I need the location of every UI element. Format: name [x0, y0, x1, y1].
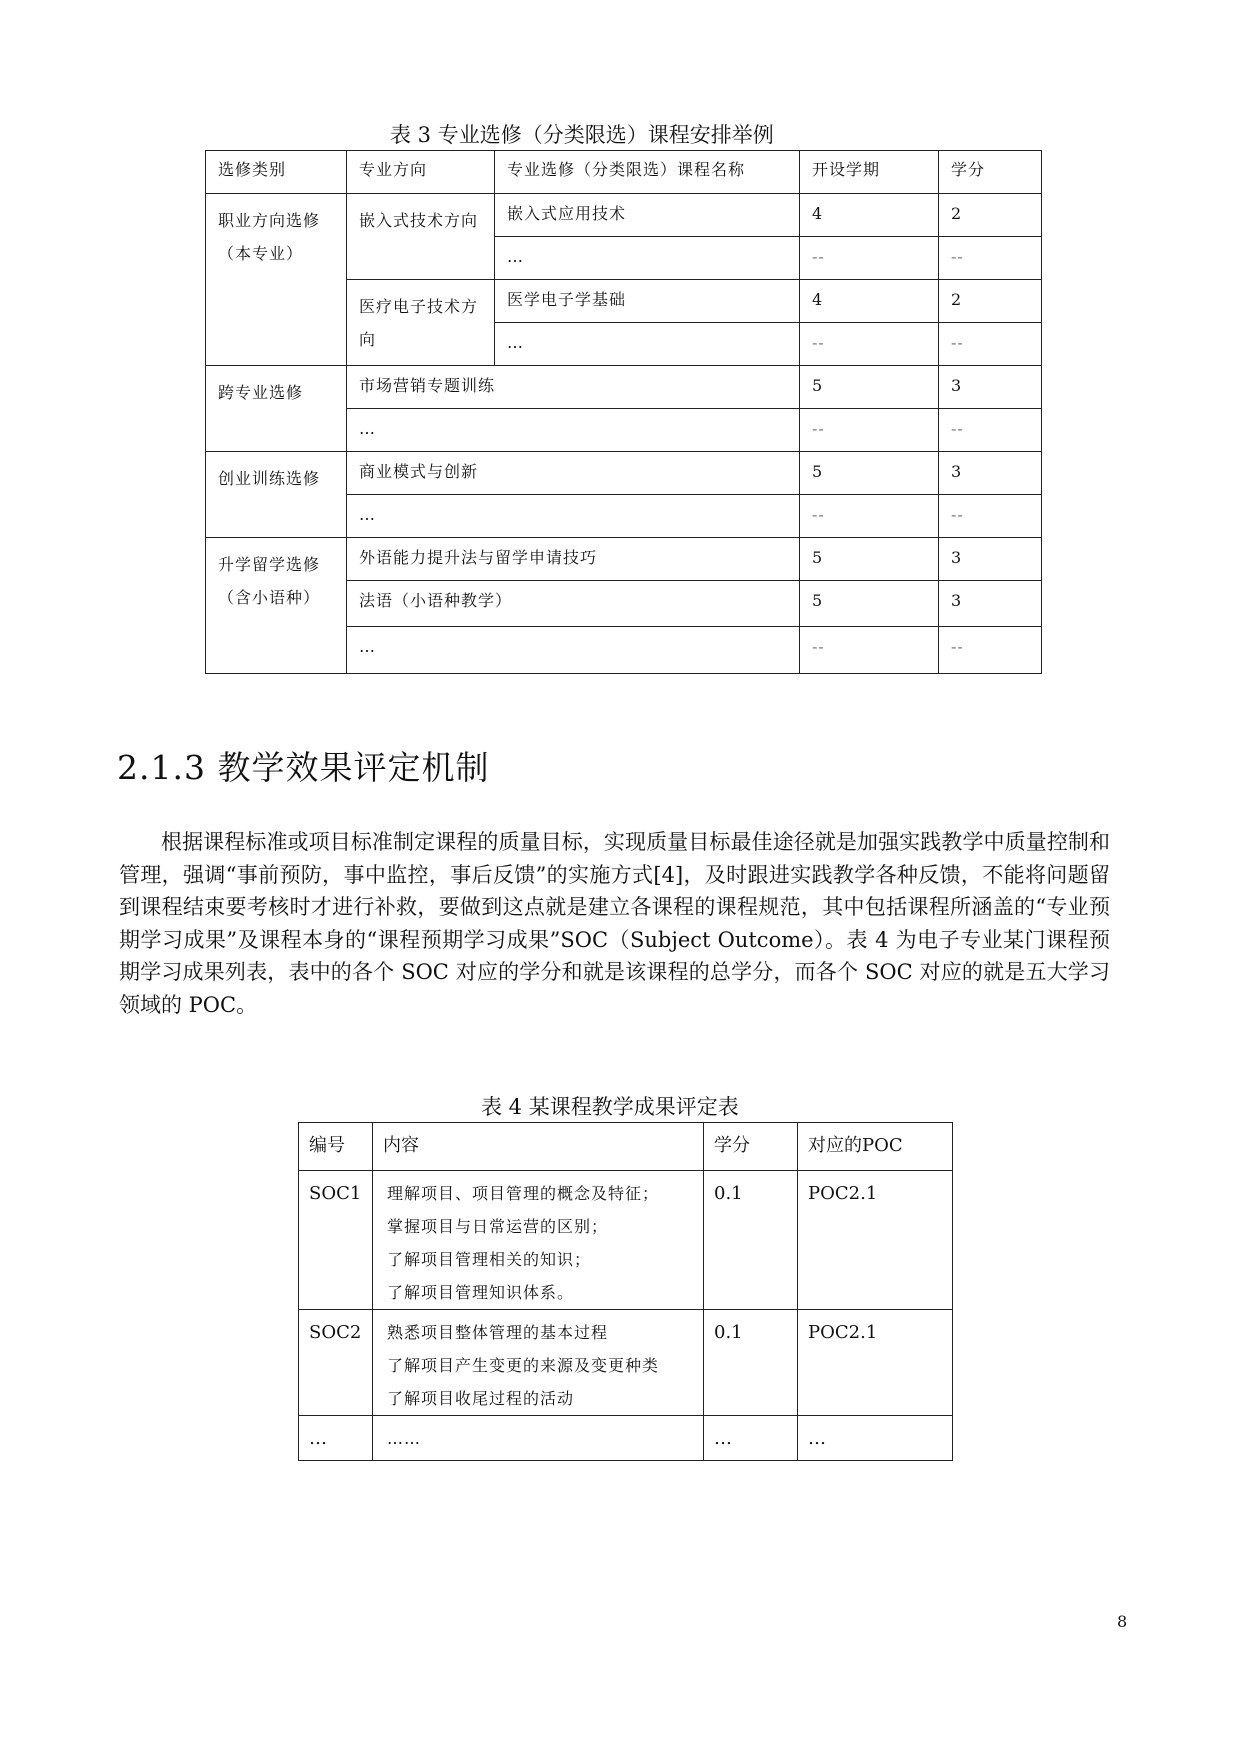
table3-credit-cell: 3: [939, 538, 1042, 581]
table3-course-cell: …: [347, 495, 800, 538]
table-row: [299, 1416, 953, 1461]
table4-poc-cell: POC2.1: [798, 1310, 953, 1416]
table-row: [299, 1310, 953, 1416]
table3-term-cell: --: [800, 627, 939, 674]
content-line: 了解项目管理知识体系。: [387, 1283, 575, 1302]
table3-course-cell: …: [347, 409, 800, 452]
table3-category-cell: 升学留学选修（含小语种）: [206, 538, 347, 674]
table4: [298, 1122, 953, 1461]
content-line: 掌握项目与日常运营的区别；: [387, 1217, 609, 1236]
body-paragraph-text: 根据课程标准或项目标准制定课程的质量目标，实现质量目标最佳途径就是加强实践教学中质量控制和管理，强调“事前预防，事中监控，事后反馈”的实施方式[4]，及时跟进实践教学各种反馈，不能将问题留到课程结束要考核时才进行补救，要做到这点就是建立各课程的课程规范，其中包括课程所涵盖的“专业预期学习成果”及课程本身的“课程预期学习成果”SOC（Subject Outcome）。表 4 为电子专业某门课程预期学习成果列表，表中的各个 SOC 对应的学分和就是该课程的总学分，而各个 SOC 对应的就是五大学习领域的 POC。: [119, 830, 1110, 1017]
table3-row: [206, 452, 1042, 495]
table3-credit-cell: --: [939, 627, 1042, 674]
content-line: 了解项目收尾过程的活动: [387, 1389, 575, 1408]
body-paragraph: [119, 826, 1110, 1021]
table3-category-cell: 跨专业选修: [206, 366, 347, 452]
table3-caption: 表 3 专业选修（分类限选）课程安排举例: [390, 123, 774, 147]
table-row: [299, 1171, 953, 1310]
table3-term-cell: --: [800, 409, 939, 452]
content-line: 熟悉项目整体管理的基本过程: [387, 1323, 609, 1342]
table4-header-row: [299, 1123, 953, 1171]
table3-course-cell: 市场营销专题训练: [347, 366, 800, 409]
table3-course-cell: 医学电子学基础: [495, 280, 800, 323]
table3-header-row: [206, 151, 1042, 194]
table4-header-cell: 内容: [373, 1123, 704, 1171]
table3-course-cell: 商业模式与创新: [347, 452, 800, 495]
table4-id-cell: …: [299, 1416, 373, 1461]
content-line: 了解项目管理相关的知识；: [387, 1250, 592, 1269]
table4-credit-cell: 0.1: [704, 1310, 798, 1416]
table4-caption: 表 4 某课程教学成果评定表: [481, 1095, 739, 1119]
table3-direction-cell: 医疗电子技术方向: [347, 280, 495, 366]
table3-credit-cell: 2: [939, 280, 1042, 323]
table4-content-cell: [373, 1171, 704, 1310]
table4-content-cell: [373, 1310, 704, 1416]
table3-category-cell: 职业方向选修（本专业）: [206, 194, 347, 366]
table4-content-cell: [373, 1416, 704, 1461]
table3-course-cell: 外语能力提升法与留学申请技巧: [347, 538, 800, 581]
table3-category-cell: 创业训练选修: [206, 452, 347, 538]
table3-header-cell: 选修类别: [206, 151, 347, 194]
table4-credit-cell: …: [704, 1416, 798, 1461]
table3-term-cell: --: [800, 495, 939, 538]
table3-term-cell: 5: [800, 452, 939, 495]
table3-term-cell: --: [800, 323, 939, 366]
table3-row: [206, 366, 1042, 409]
table4-header-cell: 学分: [704, 1123, 798, 1171]
table4-header-cell: 编号: [299, 1123, 373, 1171]
table4-id-cell: SOC1: [299, 1171, 373, 1310]
table3-term-cell: 4: [800, 194, 939, 237]
table4-poc-cell: …: [798, 1416, 953, 1461]
table3-course-cell: 嵌入式应用技术: [495, 194, 800, 237]
table3-row: [206, 194, 1042, 237]
table3-credit-cell: 3: [939, 366, 1042, 409]
table3-credit-cell: --: [939, 409, 1042, 452]
table4-poc-cell: POC2.1: [798, 1171, 953, 1310]
table3-term-cell: 4: [800, 280, 939, 323]
table3-header-cell: 专业选修（分类限选）课程名称: [495, 151, 800, 194]
table3-term-cell: 5: [800, 581, 939, 627]
table3-direction-cell: 嵌入式技术方向: [347, 194, 495, 280]
content-line: 理解项目、项目管理的概念及特征；: [387, 1184, 660, 1203]
table3-course-cell: …: [495, 323, 800, 366]
table3-credit-cell: --: [939, 323, 1042, 366]
table3-term-cell: 5: [800, 366, 939, 409]
table3: [205, 150, 1042, 674]
table3-credit-cell: --: [939, 495, 1042, 538]
table3-course-cell: …: [347, 627, 800, 674]
content-line: ……: [387, 1429, 421, 1448]
table3-header-cell: 专业方向: [347, 151, 495, 194]
table3-header-cell: 开设学期: [800, 151, 939, 194]
table3-credit-cell: --: [939, 237, 1042, 280]
table3-term-cell: --: [800, 237, 939, 280]
table4-credit-cell: 0.1: [704, 1171, 798, 1310]
page-number: 8: [1117, 1612, 1128, 1631]
table3-course-cell: …: [495, 237, 800, 280]
table3-course-cell: 法语（小语种教学）: [347, 581, 800, 627]
table3-credit-cell: 2: [939, 194, 1042, 237]
table3-row: [206, 538, 1042, 581]
table3-term-cell: 5: [800, 538, 939, 581]
table4-header-cell: 对应的POC: [798, 1123, 953, 1171]
table3-credit-cell: 3: [939, 452, 1042, 495]
table3-header-cell: 学分: [939, 151, 1042, 194]
content-line: 了解项目产生变更的来源及变更种类: [387, 1356, 660, 1375]
table4-id-cell: SOC2: [299, 1310, 373, 1416]
table3-credit-cell: 3: [939, 581, 1042, 627]
section-heading: 2.1.3 教学效果评定机制: [117, 748, 490, 787]
